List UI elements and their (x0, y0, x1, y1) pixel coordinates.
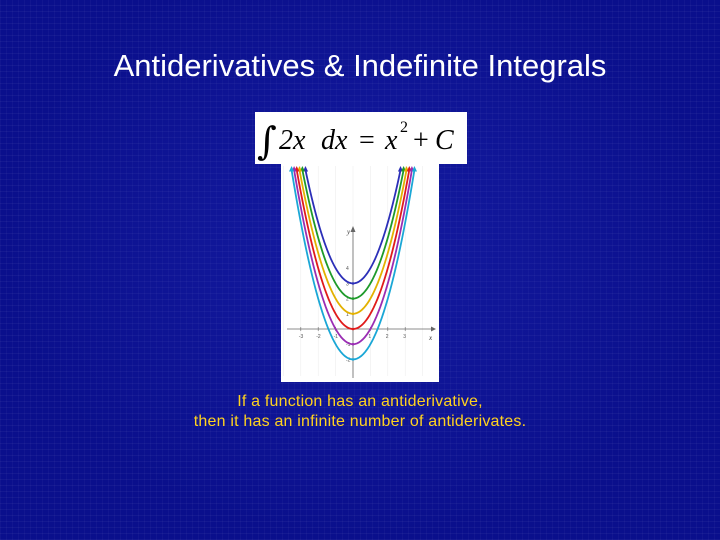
integrand: 2x (279, 125, 306, 156)
vertex-point (352, 328, 355, 331)
y-tick-label: -1 (346, 342, 351, 349)
x-tick-label: -3 (298, 334, 304, 340)
x-tick-label: 2 (385, 334, 389, 340)
vertex-point (352, 297, 355, 300)
integral-formula (255, 112, 467, 164)
y-tick-label: 3 (346, 281, 349, 288)
y-axis-label: y (347, 228, 351, 236)
differential: dx (321, 125, 348, 156)
caption-line-2: then it has an infinite number of antiderivates. (193, 413, 527, 430)
plus-sign: + (413, 125, 429, 156)
y-tick-label: 4 (346, 266, 349, 273)
equals-sign: = (359, 125, 375, 156)
x-tick-label: -1 (333, 334, 339, 340)
x-tick-label: 3 (403, 334, 406, 340)
x-tick-label: 1 (368, 334, 372, 340)
power-exponent: 2 (400, 119, 408, 136)
power-base: x (385, 125, 398, 156)
y-axis-arrow (351, 226, 356, 232)
vertex-point (352, 343, 355, 346)
y-tick-label: -2 (346, 357, 351, 364)
x-axis-arrow (431, 327, 436, 332)
slide-caption (0, 392, 720, 432)
constant-c: C (435, 125, 454, 156)
integral-sign: ∫ (257, 119, 277, 163)
x-tick-label: -2 (316, 334, 321, 340)
slide-title: Antiderivatives & Indefinite Integrals (113, 48, 607, 83)
vertex-point (352, 313, 355, 316)
y-tick-label: 2 (346, 296, 349, 303)
vertex-point (352, 358, 355, 361)
vertex-point (352, 282, 355, 285)
y-tick-label: 1 (346, 311, 349, 318)
caption-line-1: If a function has an antiderivative, (237, 393, 483, 410)
x-axis-label: x (429, 334, 433, 342)
parabola-graph (281, 160, 439, 382)
